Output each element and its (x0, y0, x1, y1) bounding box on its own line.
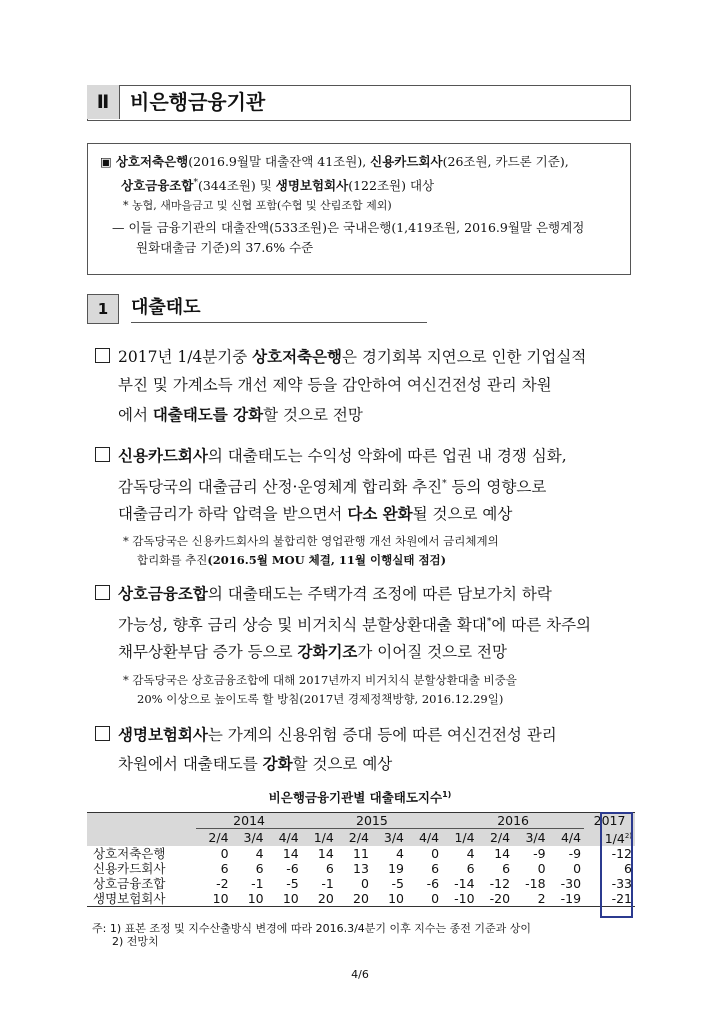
paragraph-2-note-line-1: * 감독당국은 신용카드회사의 불합리한 영업관행 개선 차원에서 금리체계의 (123, 534, 499, 548)
row-label: 생명보험회사 (87, 891, 196, 907)
paragraph-3-note-line-1: * 감독당국은 상호금융조합에 대해 2017년까지 비거치식 분할상환대출 비중을 (123, 673, 517, 687)
summary-note: * 농협, 새마을금고 및 신협 포함(수협 및 산림조합 제외) (123, 199, 392, 212)
table-cell: 14 (317, 845, 334, 861)
checkbox-square-icon (95, 726, 110, 741)
quarter-header: 1/4$^{2)}$ (584, 829, 635, 846)
section-title: 비은행금융기관 (130, 90, 266, 114)
table-cell: -30 (560, 875, 582, 891)
table-cell: -18 (525, 875, 546, 891)
table-cell: 10 (232, 891, 267, 907)
table-cell: -6 (286, 860, 299, 876)
paragraph-4-line-2: 차원에서 대출태도를 강화할 것으로 예상 (118, 754, 393, 773)
summary-bullet: ▣ (100, 154, 112, 169)
table-note-2: 2) 전망치 (112, 935, 159, 948)
quarter-header: 2/4 (196, 829, 231, 846)
summary-line-2 (121, 173, 434, 196)
row-label: 상호저축은행 (93, 845, 166, 861)
forecast-highlight-box (600, 812, 633, 918)
table-cell: 6 (255, 860, 264, 876)
table-cell: -1 (321, 875, 334, 891)
checkbox-square-icon (95, 447, 110, 462)
loan-attitude-table (87, 812, 635, 907)
paragraph-3-line-1: 상호금융조합의 대출태도는 주택가격 조정에 따른 담보가치 하락 (95, 579, 552, 609)
paragraph-2-line-1: 신용카드회사의 대출태도는 수익성 악화에 따른 업권 내 경쟁 심화, (95, 441, 567, 471)
table-cell: 10 (196, 891, 231, 907)
checkbox-square-icon (95, 348, 110, 363)
table-title: 비은행금융기관별 대출태도지수$^{1)}$ (268, 789, 452, 805)
table-cell: 0 (220, 845, 229, 861)
paragraph-4-line-1: 생명보험회사는 가계의 신용위험 증대 등에 따른 여신건전성 관리 (95, 720, 557, 750)
year-header-2015: 2015 (302, 813, 442, 829)
table-cell: -5 (391, 875, 404, 891)
table-row (87, 891, 635, 907)
table-cell: -21 (584, 891, 635, 907)
table-cell: -20 (478, 891, 514, 907)
quarter-header: 4/4 (549, 829, 585, 846)
summary-dash-line-2: 원화대출금 기준)의 37.6% 수준 (136, 240, 314, 255)
table-cell: 4 (255, 845, 264, 861)
table-cell: -9 (533, 845, 546, 861)
table-row (87, 846, 635, 861)
paragraph-3-line-3: 채무상환부담 증가 등으로 강화기조가 이어질 것으로 전망 (118, 642, 507, 661)
table-cell: 0 (431, 845, 440, 861)
table-cell: -2 (216, 875, 229, 891)
subsection-number: 1 (87, 294, 119, 324)
paragraph-2-line-3: 대출금리가 하락 압력을 받으면서 다소 완화될 것으로 예상 (118, 504, 513, 523)
table-cell: 6 (220, 860, 229, 876)
quarter-header: 2/4 (337, 829, 372, 846)
table-cell: -19 (549, 891, 585, 907)
table-cell: -33 (611, 875, 632, 891)
table-cell: 0 (537, 860, 546, 876)
table-cell: 13 (353, 860, 369, 876)
year-header-2017: 2017 (584, 813, 635, 829)
table-cell: 10 (267, 891, 302, 907)
table-cell: -5 (286, 875, 299, 891)
table-cell: -12 (489, 875, 511, 891)
table-cell: 14 (282, 845, 299, 861)
year-header-2014: 2014 (196, 813, 301, 829)
summary-text-2: 상호금융조합*(344조원) 및 생명보험회사(122조원) 대상 (121, 178, 435, 194)
table-cell: 11 (353, 845, 369, 861)
paragraph-1-line-3: 에서 대출태도를 강화할 것으로 전망 (118, 405, 363, 424)
table-cell: 20 (302, 891, 337, 907)
table-cell: 6 (502, 860, 511, 876)
quarter-header: 1/4 (302, 829, 337, 846)
table-notes (92, 922, 531, 948)
header-empty-cell (87, 829, 196, 846)
quarter-header: 4/4 (407, 829, 442, 846)
table-cell: 6 (466, 860, 475, 876)
checkbox-square-icon (95, 585, 110, 600)
paragraph-2-line-2: 감독당국의 대출금리 산정·운영체계 합리화 추진* 등의 영향으로 (118, 478, 547, 497)
table-cell: 6 (325, 860, 334, 876)
subsection-title: 대출태도 (131, 297, 201, 318)
paragraph-3-line-2: 가능성, 향후 금리 상승 및 비거치식 분할상환대출 확대*에 따른 차주의 (118, 616, 592, 635)
quarter-header: 3/4 (513, 829, 549, 846)
summary-text-1: 상호저축은행(2016.9월말 대출잔액 41조원), 신용카드회사(26조원, 카드론 기준), (115, 154, 569, 169)
table-cell: -10 (442, 891, 478, 907)
subsection-underline (131, 322, 427, 323)
table-row (87, 861, 635, 876)
quarter-header: 4/4 (267, 829, 302, 846)
table-cell: 4 (396, 845, 404, 861)
header-empty-cell (87, 813, 196, 829)
paragraph-3-note-line-2: 20% 이상으로 높이도록 할 방침(2017년 경제정책방향, 2016.12.29일) (137, 692, 504, 706)
table-cell: 4 (466, 845, 475, 861)
section-number: Ⅱ (87, 85, 120, 119)
summary-dash-line-1: — 이들 금융기관의 대출잔액(533조원)은 국내은행(1,419조원, 2016.9월말 은행계정 (112, 220, 585, 235)
paragraph-1-line-1: 2017년 1/4분기중 상호저축은행은 경기회복 지연으로 인한 기업실적 (95, 342, 586, 372)
table-cell: 0 (407, 891, 442, 907)
table-cell: -9 (568, 845, 582, 861)
table-title-footnote-mark: 1) (442, 789, 452, 799)
quarter-header: 3/4 (372, 829, 407, 846)
year-header-2016: 2016 (442, 813, 584, 829)
table-cell: 2 (513, 891, 549, 907)
page-number: 4/6 (351, 968, 369, 981)
table-cell: 6 (624, 860, 632, 876)
table-cell: -6 (426, 875, 440, 891)
quarter-header: 1/4 (442, 829, 478, 846)
row-label: 신용카드회사 (93, 860, 166, 876)
paragraph-1-line-2: 부진 및 가계소득 개선 제약 등을 감안하여 여신건전성 관리 차원 (118, 376, 552, 394)
table-cell: 0 (360, 875, 369, 891)
table-cell: -12 (611, 845, 632, 861)
table-note-1: 주: 1) 표본 조정 및 지수산출방식 변경에 따라 2016.3/4분기 이후 지수는 종전 기준과 상이 (92, 922, 532, 935)
table-cell: 6 (431, 860, 440, 876)
table-cell: 19 (388, 860, 404, 876)
table-cell: -1 (251, 875, 264, 891)
table-row (87, 876, 635, 891)
row-label: 상호금융조합 (93, 875, 166, 891)
quarter-header: 3/4 (232, 829, 267, 846)
paragraph-2-note-line-2: 합리화를 추진(2016.5월 MOU 체결, 11월 이행실태 점검) (137, 553, 447, 567)
table-cell: 10 (372, 891, 407, 907)
table-cell: 20 (337, 891, 372, 907)
table-cell: 0 (573, 860, 582, 876)
quarter-header: 2/4 (478, 829, 514, 846)
summary-line-1 (100, 152, 569, 172)
table-cell: 14 (494, 845, 511, 861)
table-cell: -14 (454, 875, 475, 891)
